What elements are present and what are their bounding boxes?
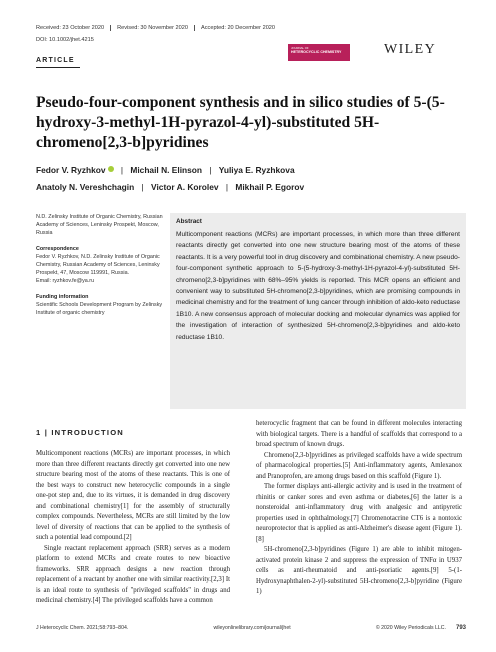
abstract-body: Multicomponent reactions (MCRs) are important processes, in which more than three different reactants directly get converted into one new structure bearing most of the atoms of these reactants. It is a very powerful tool in drug discovery and combinational chemistry. A new pseudo-four-component synthetic approach to 5-(5-hydroxy-3-methyl-1H-pyrazol-4-yl)-substituted 5H-chromeno[2,3-b]pyridines with 68%–95% yields is reported. This MCR opens an efficient and convenient way to substituted 5H-chromeno[2,3-b]pyridines, which are promising compounds in medicinal chemistry and for the treatment of lung cancer through inhibition of aldo-keto reductase 1B10. A new consensus approach of molecular docking and molecular dynamics was applied for the investigation of interaction of synthesized 5H-chromeno[2,3-b]pyridines and aldo-keto reductase 1B10. (176, 231, 460, 341)
paper-title: Pseudo-four-component synthesis and in silico studies of 5-(5-hydroxy-3-methyl-1H-pyrazol-4-yl)-substituted 5H-chromeno[2,3-b]pyridines (36, 94, 445, 151)
doi[interactable]: DOI: 10.1002/jhet.4215 (36, 37, 94, 43)
author-line-1 (36, 162, 476, 179)
correspondence-heading: Correspondence (36, 246, 79, 252)
author-name[interactable]: Michail N. Elinson (130, 165, 203, 175)
journal-logo[interactable] (288, 44, 350, 61)
abstract-box (170, 213, 466, 409)
body-column-left (36, 449, 230, 607)
page-footer (36, 625, 466, 631)
footer-copyright (376, 625, 466, 631)
author-separator: | (141, 182, 144, 192)
intro-paragraph: Chromeno[2,3-b]pyridines as privileged scaffolds have a wide spectrum of pharmacological properties.[5] Anti-inflammatory agents, Amlexanox and Pranoprofen, are among drugs based on this scaffold (Figure 1). (256, 451, 462, 480)
publisher-logo[interactable]: WILEY (384, 42, 437, 57)
body-column-right (256, 419, 462, 598)
intro-paragraph: Multicomponent reactions (MCRs) are important processes, in which more than three different reactants directly get converted into one new structure bearing most of the atoms of these reactants. This is one of the best ways to construct new heterocyclic compounds in a single one-pot step and, due to its virtues, it is demanded in drug discovery and combinational chemistry[1] for the assembly of structurally complex compounds. Nevertheless, MCRs are still limited by the low level of diversity of reactions that can be applied to the synthesis of such a potential lead compound.[2] (36, 450, 230, 541)
abstract-heading: Abstract (176, 218, 202, 225)
journal-logo-name: HETEROCYCLIC CHEMISTRY (291, 50, 342, 55)
received-date: Received: 23 October 2020 (36, 25, 105, 31)
orcid-icon[interactable] (108, 166, 114, 172)
author-name[interactable]: Victor A. Korolev (151, 182, 219, 192)
author-separator: | (225, 182, 229, 192)
article-dates (36, 25, 281, 31)
accepted-date: Accepted: 20 December 2020 (194, 25, 281, 31)
footer-journal-link[interactable]: wileyonlinelibrary.com/journal/jhet (213, 625, 291, 631)
author-separator: | (209, 165, 212, 175)
sidebar-info (36, 213, 170, 317)
section-heading-introduction: 1 | INTRODUCTION (36, 428, 124, 437)
affiliation: N.D. Zelinsky Institute of Organic Chemistry, Russian Academy of Sciences, Leninsky Prospekt, Moscow, Russia (36, 214, 163, 236)
author-name[interactable]: Mikhail P. Egorov (235, 182, 305, 192)
intro-paragraph: Single reactant replacement approach (SRR) serves as a modern platform to extend MCRs and create routes to new bioactive frameworks. SRR approach designs a new reaction through replacement of a reactant by another one with similar reactivity.[2,3] It is an ideal route to synthesis of "privileged scaffolds" in drugs and medicinal chemistry.[4] The privileged scaffolds have a common (36, 544, 230, 604)
author-name[interactable]: Yuliya E. Ryzhkova (218, 165, 295, 175)
page-number: 793 (455, 625, 466, 631)
correspondence-text: Fedor V. Ryzhkov, N.D. Zelinsky Institute of Organic Chemistry, Russian Academy of Sciences, Leninsky Prospekt, 47, Moscow 119991, Russia. (36, 254, 160, 276)
footer-citation: J Heterocyclic Chem. 2021;58:793–804. (36, 625, 129, 631)
copyright-text: © 2020 Wiley Periodicals LLC. (375, 625, 446, 631)
revised-date: Revised: 30 November 2020 (110, 25, 194, 31)
funding-heading: Funding information (36, 294, 89, 300)
intro-paragraph: heterocyclic fragment that can be found in different molecules interacting with biological targets. There is a handful of scaffolds that correspond to a broad spectrum of known drugs. (256, 420, 462, 448)
author-name[interactable]: Anatoly N. Vereshchagin (36, 182, 135, 192)
article-type-rule (36, 67, 80, 68)
intro-paragraph: 5H-chromeno[2,3-b]pyridines (Figure 1) are able to inhibit mitogen-activated protein kinase 2 and suppress the expression of TNFα in U937 cells as anti-rheumatoid and anti-psoriatic agents.[9] 5-(1-Hydroxynaphthalen-2-yl)-substituted 5H-chromeno[2,3-b]pyridine (Figure 1) (256, 546, 462, 595)
article-type-label: ARTICLE (36, 57, 75, 64)
funding-text: Scientific Schools Development Program by Zelinsky Institute of organic chemistry (36, 302, 163, 316)
author-list (36, 162, 476, 196)
author-separator: | (120, 165, 124, 175)
correspondence-email[interactable]: Email: ryzhkov.fe@ya.ru (36, 278, 95, 284)
author-line-2 (36, 179, 476, 196)
journal-logo-small-text: JOURNAL OF (291, 46, 309, 50)
intro-paragraph: The former displays anti-allergic activity and is used in the treatment of rhinitis or canker sores and even asthma or diabetes,[6] the latter is a nonsteroidal anti-inflammatory drug with analgesic and antipyretic properties used in ophthalmology.[7] Chromenotacrine CT6 is a nontoxic neuroprotector that is applied as anti-Alzheimer's disease agent (Figure 1).[8] (256, 483, 462, 543)
author-name[interactable]: Fedor V. Ryzhkov (36, 165, 106, 175)
